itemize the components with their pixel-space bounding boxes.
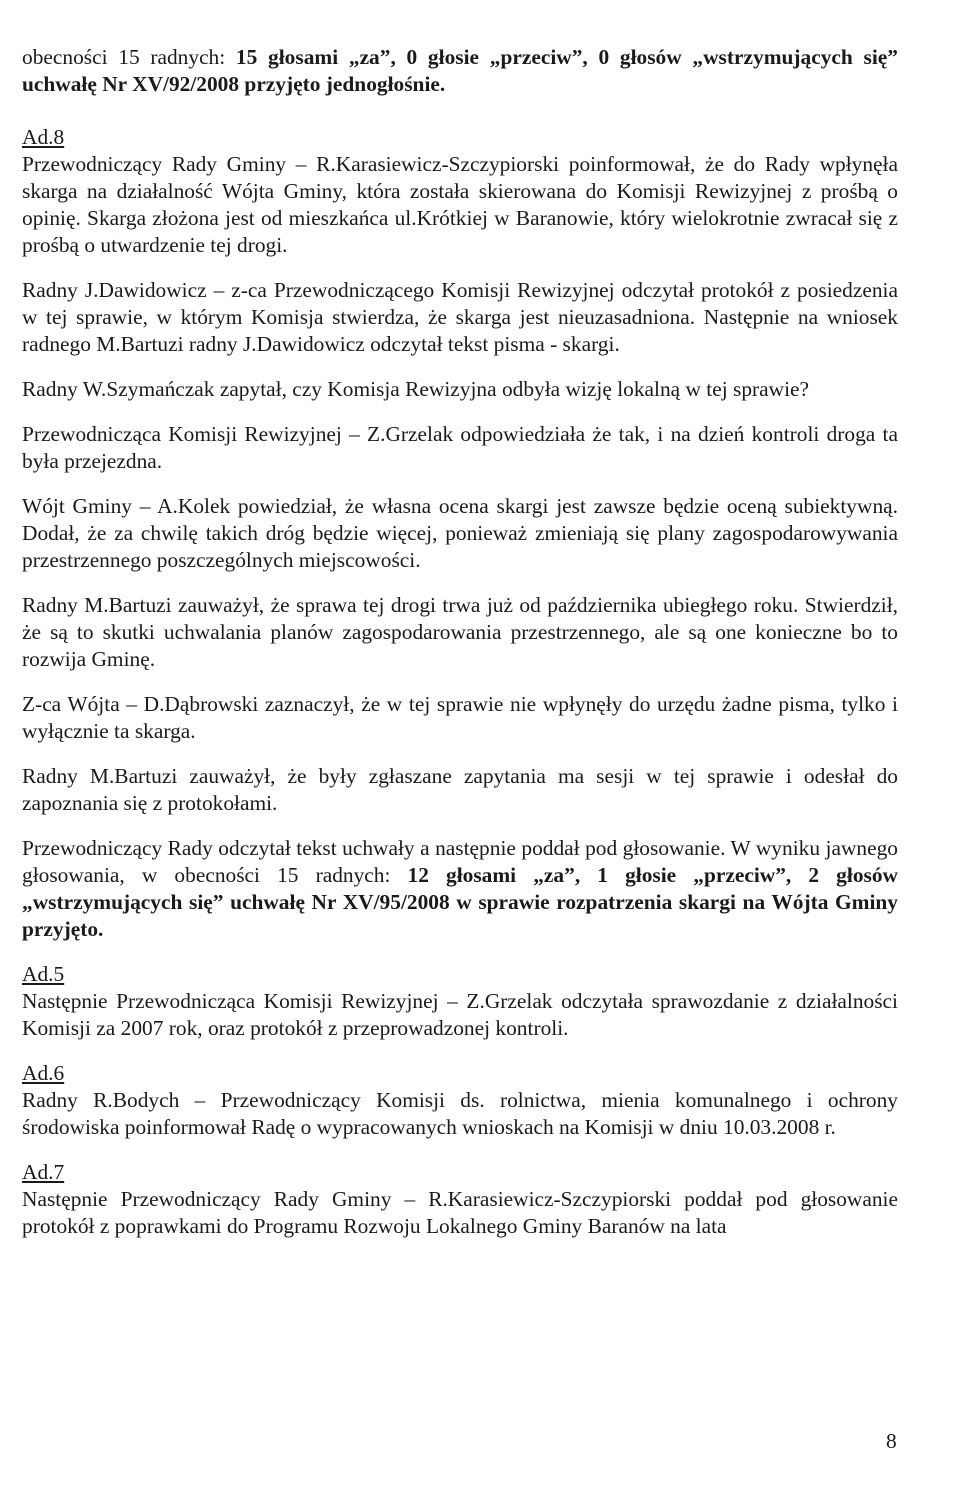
ad8-paragraph-7: Z-ca Wójta – D.Dąbrowski zaznaczył, że w tej sprawie nie wpłynęły do urzędu żadne pisma, tylko i wyłącznie ta skarga.: [22, 692, 898, 743]
ad8-vote-result: 12 głosami „za”, 1 głosie „przeciw”, 2 głosów „wstrzymujących się” uchwałę Nr XV/95/2008 w sprawie rozpatrzenia skargi na Wójta Gminy przyjęto.: [22, 863, 898, 941]
intro-text: obecności 15 radnych:: [22, 45, 236, 69]
ad8-paragraph-1: Przewodniczący Rady Gminy – R.Karasiewicz-Szczypiorski poinformował, że do Rady wpłynęła skarga na działalność Wójta Gminy, która została skierowana do Komisji Rewizyjnej z prośbą o opinię. Skarga złożona jest od mieszkańca ul.Krótkiej w Baranowie, który wielokrotnie zwracał się z prośbą o utwardzenie tej drogi.: [22, 152, 898, 257]
ad8-paragraph-3: Radny W.Szymańczak zapytał, czy Komisja Rewizyjna odbyła wizję lokalną w tej sprawie?: [22, 377, 810, 401]
ad5-paragraph-1: Następnie Przewodnicząca Komisji Rewizyjnej – Z.Grzelak odczytała sprawozdanie z działalności Komisji za 2007 rok, oraz protokół z przeprowadzonej kontroli.: [22, 989, 898, 1040]
ad7-paragraph-1: Następnie Przewodniczący Rady Gminy – R.Karasiewicz-Szczypiorski poddał pod głosowanie protokół z poprawkami do Programu Rozwoju Lokalnego Gminy Baranów na lata: [22, 1187, 898, 1238]
ad8-paragraph-5: Wójt Gminy – A.Kolek powiedział, że własna ocena skargi jest zawsze będzie oceną subiektywną. Dodał, że za chwilę takich dróg będzie więcej, ponieważ zmieniają się plany zagospodarowywania przestrzennego poszczególnych miejscowości.: [22, 494, 898, 572]
ad8-paragraph-2: Radny J.Dawidowicz – z-ca Przewodniczącego Komisji Rewizyjnej odczytał protokół z posiedzenia w tej sprawie, w którym Komisja stwierdza, że skarga jest nieuzasadniona. Następnie na wniosek radnego M.Bartuzi radny J.Dawidowicz odczytał tekst pisma - skargi.: [22, 278, 898, 356]
section-heading-ad7: Ad.7: [22, 1160, 65, 1184]
intro-vote-result: 15 głosami „za”, 0 głosie „przeciw”, 0 głosów „wstrzymujących się” uchwałę Nr XV/92/2008 przyjęto jednogłośnie.: [22, 45, 898, 96]
ad8-paragraph-4: Przewodnicząca Komisji Rewizyjnej – Z.Grzelak odpowiedziała że tak, i na dzień kontroli droga ta była przejezdna.: [22, 422, 898, 473]
ad8-paragraph-9: [22, 835, 898, 943]
page-number: 8: [886, 1429, 897, 1453]
intro-paragraph: [22, 44, 898, 98]
ad8-paragraph-6: Radny M.Bartuzi zauważył, że sprawa tej drogi trwa już od października ubiegłego roku. Stwierdził, że są to skutki uchwalania planów zagospodarowania przestrzennego, ale są one konieczne bo to rozwija Gminę.: [22, 593, 898, 671]
section-heading-ad8: Ad.8: [22, 125, 65, 149]
ad6-paragraph-1: Radny R.Bodych – Przewodniczący Komisji ds. rolnictwa, mienia komunalnego i ochrony środowiska poinformował Radę o wypracowanych wnioskach na Komisji w dniu 10.03.2008 r.: [22, 1088, 898, 1139]
section-heading-ad6: Ad.6: [22, 1061, 65, 1085]
section-heading-ad5: Ad.5: [22, 962, 65, 986]
ad8-paragraph-8: Radny M.Bartuzi zauważył, że były zgłaszane zapytania ma sesji w tej sprawie i odesłał do zapoznania się z protokołami.: [22, 764, 898, 815]
ad8-vote-text: Przewodniczący Rady odczytał tekst uchwały a następnie poddał pod głosowanie. W wyniku jawnego głosowania, w obecności 15 radnych:: [22, 836, 898, 887]
